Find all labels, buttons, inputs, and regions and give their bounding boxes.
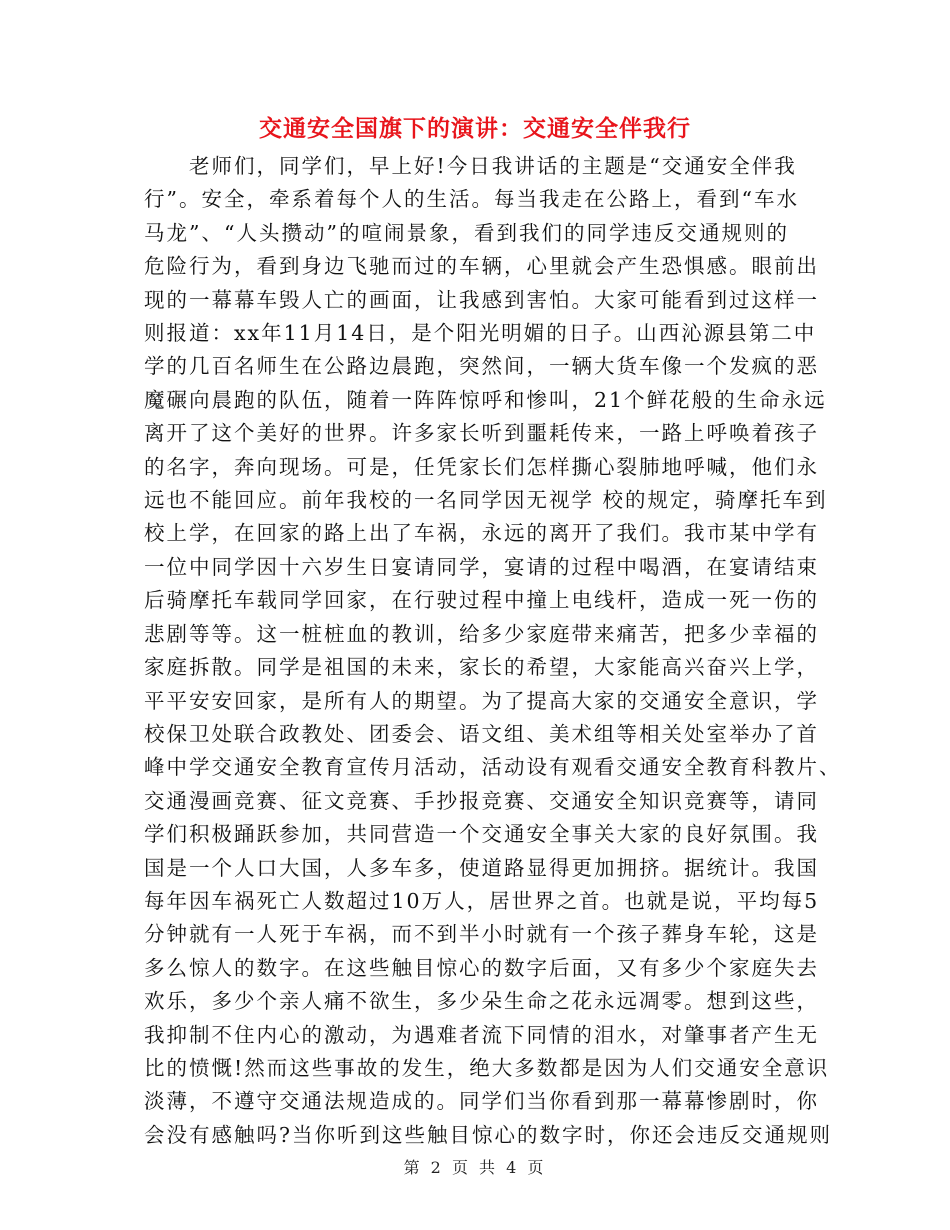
body-line: 每年因车祸死亡人数超过10万人，居世界之首。也就是说，平均每5 (144, 888, 820, 913)
body-line: 国是一个人口大国，人多车多，使道路显得更加拥挤。据统计。我国 (144, 855, 819, 880)
body-line: 平平安安回家，是所有人的期望。为了提高大家的交通安全意识，学 (144, 688, 819, 713)
body-line: 老师们，同学们，早上好!今日我讲话的主题是“交通安全伴我 (144, 154, 797, 178)
page-footer: 第 2 页 共 4 页 (403, 1158, 547, 1177)
body-line: 危险行为，看到身边飞驰而过的车辆，心里就会产生恐惧感。眼前出 (144, 254, 819, 279)
body-line: 则报道：xx年11月14日，是个阳光明媚的日子。山西沁源县第二中 (144, 321, 817, 346)
body-line: 魔碾向晨跑的队伍，随着一阵阵惊呼和惨叫，21个鲜花般的生命永远 (144, 387, 827, 412)
body-line: 校上学，在回家的路上出了车祸，永远的离开了我们。我市某中学有 (144, 521, 819, 546)
body-text (144, 150, 842, 1152)
body-line: 后骑摩托车载同学回家，在行驶过程中撞上电线杆，造成一死一伤的 (144, 588, 819, 613)
body-line: 欢乐，多少个亲人痛不欲生，多少朵生命之花永远凋零。想到这些， (144, 989, 819, 1014)
body-line: 比的愤慨!然而这些事故的发生，绝大多数都是因为人们交通安全意识 (144, 1055, 830, 1080)
body-line: 学的几百名师生在公路边晨跑，突然间，一辆大货车像一个发疯的恶 (144, 354, 819, 379)
body-line: 淡薄，不遵守交通法规造成的。同学们当你看到那一幕幕惨剧时，你 (144, 1089, 819, 1114)
body-line: 行”。安全，牵系着每个人的生活。每当我走在公路上，看到“车水 (144, 187, 799, 212)
body-line: 马龙”、“人头攒动”的喧闹景象，看到我们的同学违反交通规则的 (144, 220, 789, 245)
body-line: 交通漫画竞赛、征文竞赛、手抄报竞赛、交通安全知识竞赛等，请同 (144, 788, 819, 813)
body-line: 会没有感触吗?当你听到这些触目惊心的数字时，你还会违反交通规则 (144, 1122, 832, 1147)
body-line: 现的一幕幕车毁人亡的画面，让我感到害怕。大家可能看到过这样一 (144, 287, 819, 312)
body-line: 悲剧等等。这一桩桩血的教训，给多少家庭带来痛苦，把多少幸福的 (144, 621, 819, 646)
body-line: 的名字，奔向现场。可是，任凭家长们怎样撕心裂肺地呼喊，他们永 (144, 454, 819, 479)
body-line: 校保卫处联合政教处、团委会、语文组、美术组等相关处室举办了首 (144, 721, 819, 746)
body-line: 一位中同学因十六岁生日宴请同学，宴请的过程中喝酒，在宴请结束 (144, 554, 819, 579)
body-line: 多么惊人的数字。在这些触目惊心的数字后面，又有多少个家庭失去 (144, 955, 819, 980)
body-line: 离开了这个美好的世界。许多家长听到噩耗传来，一路上呼唤着孩子 (144, 421, 819, 446)
body-line: 远也不能回应。前年我校的一名同学因无视学 校的规定，骑摩托车到 (144, 488, 828, 513)
body-line: 家庭拆散。同学是祖国的未来，家长的希望，大家能高兴奋兴上学， (144, 655, 819, 680)
body-line: 峰中学交通安全教育宣传月活动，活动设有观看交通安全教育科教片、 (144, 755, 842, 780)
body-line: 学们积极踊跃参加，共同营造一个交通安全事关大家的良好氛围。我 (144, 822, 819, 847)
body-line: 分钟就有一人死于车祸，而不到半小时就有一个孩子葬身车轮，这是 (144, 922, 819, 947)
body-line: 我抑制不住内心的激动，为遇难者流下同情的泪水，对肇事者产生无 (144, 1022, 819, 1047)
document-title: 交通安全国旗下的演讲：交通安全伴我行 (259, 115, 691, 142)
